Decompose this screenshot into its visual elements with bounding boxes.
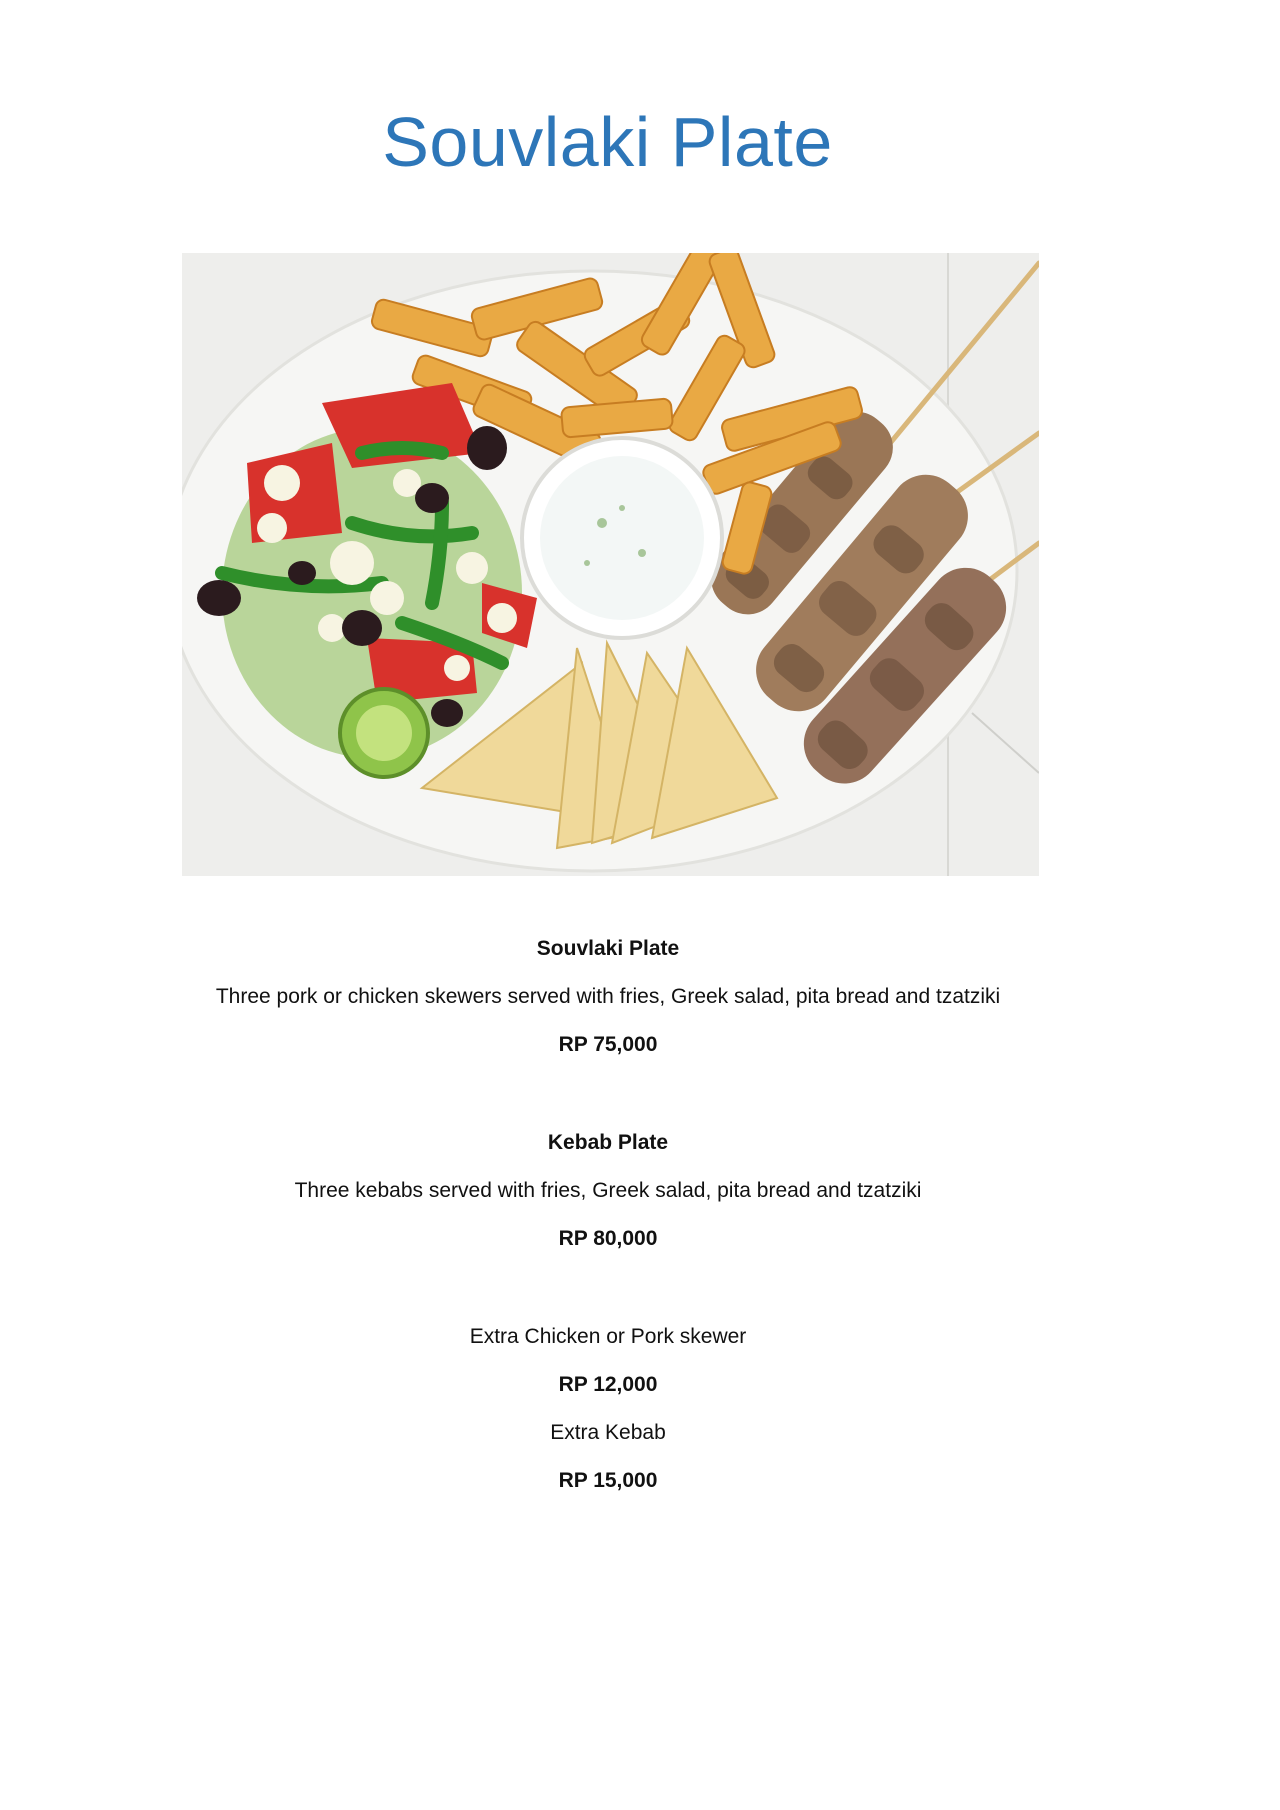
food-illustration	[182, 253, 1039, 876]
spacer	[0, 1069, 1216, 1119]
extra-item-price: RP 12,000	[558, 1373, 658, 1396]
extras-list	[0, 1313, 1216, 1505]
menu-item-price: RP 75,000	[558, 1033, 658, 1056]
spacer	[0, 1263, 1216, 1313]
menu-item-description: Three pork or chicken skewers served with fries, Greek salad, pita bread and tzatziki	[215, 985, 1001, 1008]
extra-item-label: Extra Kebab	[550, 1421, 666, 1444]
menu-item-price: RP 80,000	[558, 1227, 658, 1250]
menu-list	[0, 925, 1216, 1505]
tzatziki-bowl	[522, 438, 722, 638]
menu-item-souvlaki-plate	[0, 925, 1216, 1069]
extra-item-price: RP 15,000	[558, 1469, 658, 1492]
menu-item-kebab-plate	[0, 1119, 1216, 1263]
page-title: Souvlaki Plate	[382, 103, 833, 181]
menu-item-name: Kebab Plate	[547, 1131, 669, 1154]
menu-item-name: Souvlaki Plate	[536, 937, 680, 960]
menu-item-description: Three kebabs served with fries, Greek salad, pita bread and tzatziki	[294, 1179, 922, 1202]
souvlaki-plate-photo	[182, 253, 1039, 876]
extra-item-label: Extra Chicken or Pork skewer	[469, 1325, 747, 1348]
